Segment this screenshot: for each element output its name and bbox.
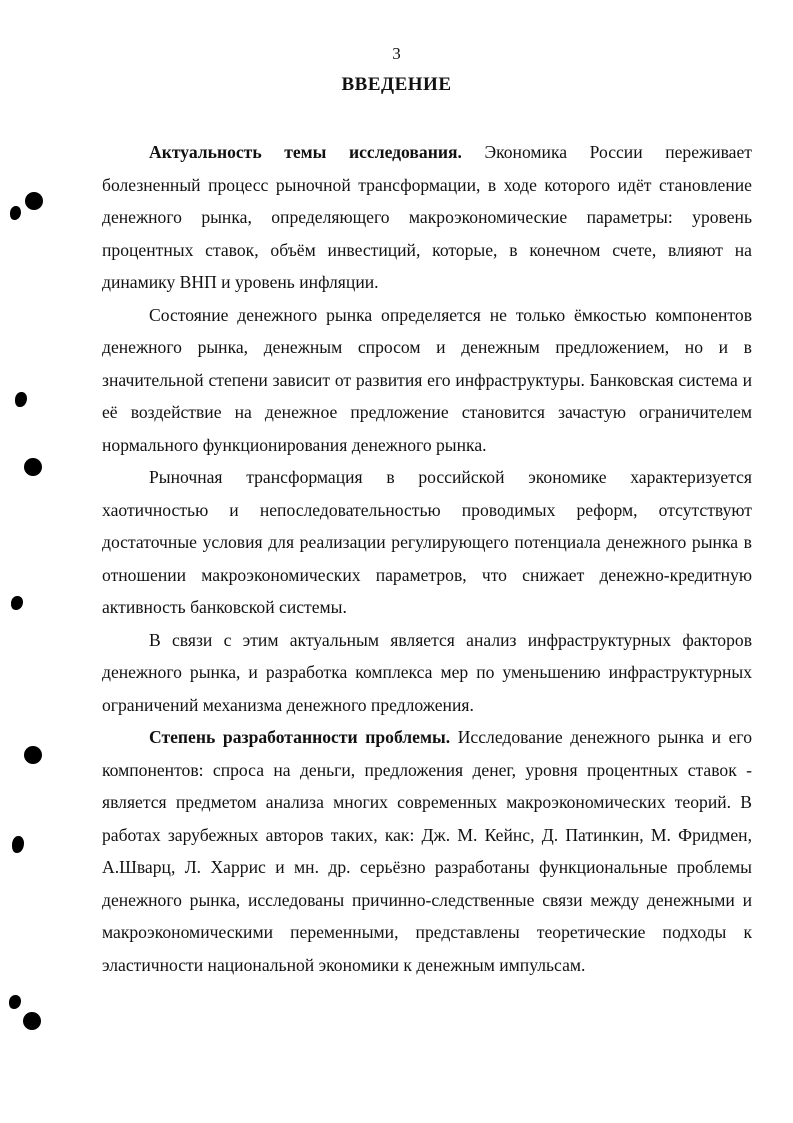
paragraph-lead: Степень разработанности проблемы. [149, 727, 451, 747]
paragraph-market-transformation [102, 461, 752, 624]
paragraph-money-market-state [102, 299, 752, 462]
binding-hole-mark [15, 392, 27, 407]
binding-hole-mark [10, 206, 21, 220]
binding-hole-mark [11, 596, 23, 610]
paragraph-text: В связи с этим актуальным является анализ инфраструктурных факторов денежного рынка, и разработка комплекса мер по уменьшению инфраструктурных ограничений механизма денежного предложения. [102, 629, 752, 715]
paragraph-text: Экономика России переживает болезненный процесс рыночной трансформации, в ходе которого идёт становление денежного рынка, определяющего макроэкономические параметры: уровень процентных ставок, объём инвестиций, которые, в конечном счете, влияют на динамику ВНП и уровень инфляции. [102, 142, 752, 292]
binding-hole-mark [24, 746, 42, 764]
page-title: ВВЕДЕНИЕ [341, 74, 452, 95]
binding-hole-mark [23, 1012, 41, 1030]
paragraph-analysis-relevance [102, 624, 752, 722]
binding-hole-mark [24, 458, 42, 476]
binding-hole-mark [25, 192, 43, 210]
binding-hole-mark [9, 995, 21, 1009]
paragraph-degree-of-development [102, 721, 752, 981]
paragraph-lead: Актуальность темы исследования. [149, 142, 462, 162]
page-number: 3 [392, 44, 401, 63]
binding-hole-mark [12, 836, 24, 853]
paragraph-text: Состояние денежного рынка определяется не только ёмкостью компонентов денежного рынка, денежным спросом и денежным предложением, но и в значительной степени зависит от развития его инфраструктуры. Банковская система и её воздействие на денежное предложение становится зачастую ограничителем нормального функционирования денежного рынка. [102, 304, 752, 455]
document-body [102, 136, 752, 981]
paragraph-text: Рыночная трансформация в российской экономике характеризуется хаотичностью и непоследовательностью проводимых реформ, отсутствуют достаточные условия для реализации регулирующего потенциала денежного рынка в отношении макроэкономических параметров, что снижает денежно-кредитную активность банковской системы. [102, 467, 752, 617]
paragraph-relevance [102, 136, 752, 299]
paragraph-text: Исследование денежного рынка и его компонентов: спроса на деньги, предложения денег, уровня процентных ставок - является предметом анализа многих современных макроэкономических теорий. В работах зарубежных авторов таких, как: Дж. М. Кейнс, Д. Патинкин, М. Фридмен, А.Шварц, Л. Харрис и мн. др. серьёзно разработаны функциональные проблемы денежного рынка, исследованы причинно-следственные связи между денежными и макроэкономическими переменными, представлены теоретические подходы к эластичности национальной экономики к денежным импульсам. [102, 727, 752, 975]
